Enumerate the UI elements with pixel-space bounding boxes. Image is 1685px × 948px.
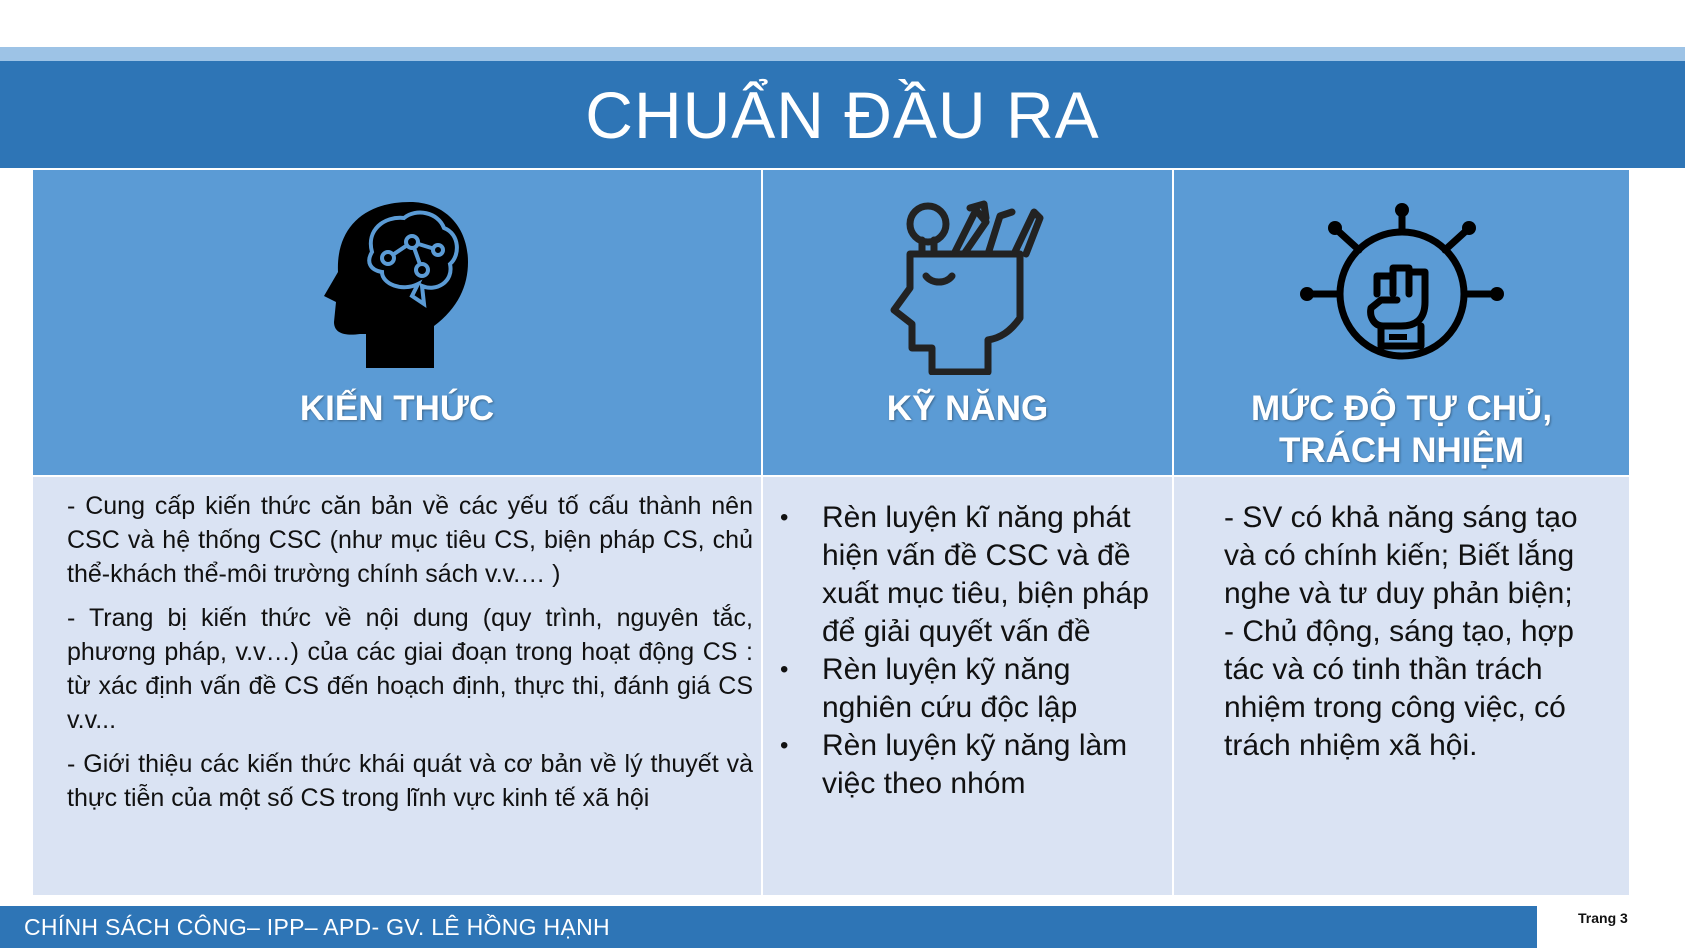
bullet-icon: • (780, 504, 789, 531)
knowledge-header (33, 170, 761, 475)
knowledge-paragraph: - Giới thiệu các kiến thức khái quát và cơ bản về lý thuyết và thực tiễn của một số CS trong lĩnh vực kinh tế xã hội (67, 750, 753, 812)
skills-list (763, 477, 1172, 803)
autonomy-header (1174, 170, 1629, 475)
footer-bar (0, 906, 1537, 948)
head-tools-icon (888, 200, 1048, 375)
fist-network-icon (1297, 202, 1507, 372)
top-accent-strip (0, 47, 1685, 61)
skill-text: Rèn luyện kĩ năng phát hiện vấn đề CSC và đề xuất mục tiêu, biện pháp để giải quyết vấn đề (822, 501, 1149, 648)
list-item (763, 651, 1158, 727)
autonomy-content (1174, 477, 1629, 895)
page-number: Trang 3 (1578, 910, 1628, 926)
skills-heading: KỸ NĂNG (886, 389, 1049, 428)
autonomy-heading-line2: TRÁCH NHIỆM (1279, 431, 1524, 470)
autonomy-paragraph: - SV có khả năng sáng tạo và có chính kiến; Biết lắng nghe và tư duy phản biện; (1224, 501, 1578, 610)
skills-content (763, 477, 1172, 895)
knowledge-paragraph: - Trang bị kiến thức về nội dung (quy trình, nguyên tắc, phương pháp, v.v…) của các giai đoạn trong hoạt động CS : từ xác định vấn đề CS đến hoạch định, thực thi, đánh giá CS v.v... (67, 604, 753, 734)
slide-title: CHUẨN ĐẦU RA (585, 77, 1100, 152)
bullet-icon: • (780, 656, 789, 683)
outcomes-table (33, 170, 1629, 895)
skill-text: Rèn luyện kỹ năng làm việc theo nhóm (822, 729, 1128, 800)
knowledge-paragraph: - Cung cấp kiến thức căn bản về các yếu tố cấu thành nên CSC và hệ thống CSC (như mục tiêu CS, biện pháp CS, chủ thể-khách thể-môi trường chính sách v.v.… ) (67, 492, 753, 588)
head-brain-icon (322, 200, 472, 370)
title-band (0, 61, 1685, 168)
knowledge-heading: KIẾN THỨC (299, 389, 495, 428)
knowledge-content (33, 477, 761, 895)
autonomy-heading-line1: MỨC ĐỘ TỰ CHỦ, (1250, 389, 1553, 428)
bullet-icon: • (780, 732, 789, 759)
list-item (763, 727, 1158, 803)
skill-text: Rèn luyện kỹ năng nghiên cứu độc lập (822, 653, 1078, 724)
autonomy-paragraph: - Chủ động, sáng tạo, hợp tác và có tinh thần trách nhiệm trong công việc, có trách nhiệm xã hội. (1224, 615, 1574, 762)
list-item (763, 499, 1158, 651)
skills-header (763, 170, 1172, 475)
footer-text: CHÍNH SÁCH CÔNG– IPP– APD- GV. LÊ HỒNG HẠNH (24, 913, 610, 940)
